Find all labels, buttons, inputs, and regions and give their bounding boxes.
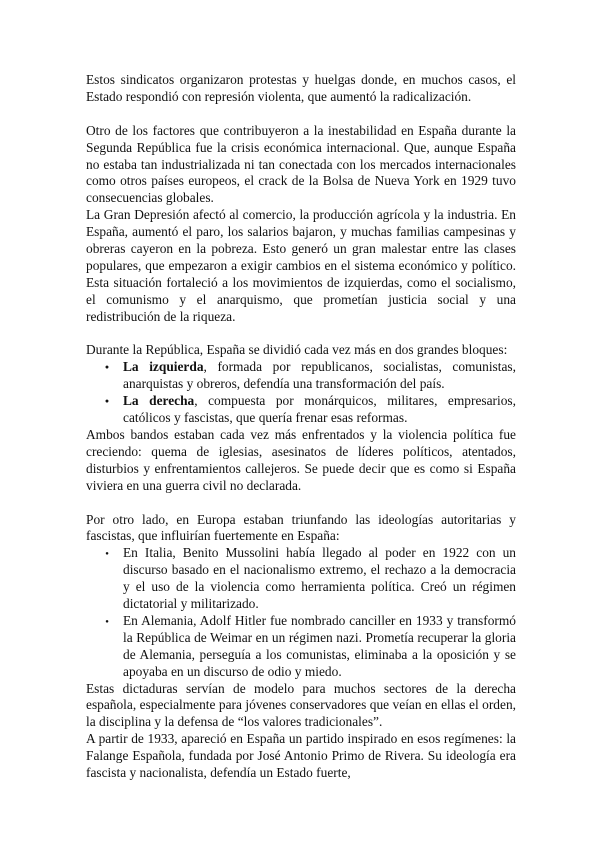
bullet-icon: [102, 359, 112, 377]
list-item-right-bloc: [123, 393, 516, 427]
blocs-list: [86, 359, 516, 427]
paragraph-european-ideologies: Por otro lado, en Europa estaban triunfando las ideologías autoritarias y fascistas, que influirían fuertemente en España:: [86, 511, 516, 544]
right-bloc-text: , compuesta por monárquicos, militares, empresarios, católicos y fascistas, que quería frenar esas reformas.: [123, 393, 516, 426]
bullet-icon: [102, 545, 112, 563]
left-bloc-text: , formada por republicanos, socialistas, comunistas, anarquistas y obreros, defendía una transformación del país.: [123, 359, 516, 392]
paragraph-economic-crisis: Otro de los factores que contribuyeron a la inestabilidad en España durante la Segunda República fue la crisis económica internacional. Que, aunque España no estaba tan industrializada ni tan conectada con los mercados internacionales como otros países europeos, el crack de la Bolsa de Nueva York en 1929 tuvo consecuencias globales.: [86, 122, 516, 206]
paragraph-political-violence: Ambos bandos estaban cada vez más enfrentados y la violencia política fue creciendo: quema de iglesias, asesinatos de líderes políticos, atentados, disturbios y enfrentamientos callejeros. Se puede decir que es como si España viviera en una guerra civil no declarada.: [86, 427, 516, 493]
italy-text: En Italia, Benito Mussolini había llegado al poder en 1922 con un discurso basado en el nacionalismo extremo, el rechazo a la democracia y el uso de la violencia como herramienta política. Creó un régimen dictatorial y militarizado.: [123, 545, 516, 612]
germany-text: En Alemania, Adolf Hitler fue nombrado canciller en 1933 y transformó la República de Weimar en un régimen nazi. Prometía recuperar la gloria de Alemania, perseguía a los comunistas, eliminaba a la oposición y se apoyaba en un discurso de odio y miedo.: [123, 612, 516, 679]
left-bloc-term: La izquierda: [123, 359, 204, 375]
list-item-left-bloc: [123, 359, 516, 393]
bullet-icon: [102, 393, 112, 411]
bullet-icon: [102, 613, 112, 631]
document-body: [86, 72, 516, 782]
paragraph-falange: A partir de 1933, apareció en España un partido inspirado en esos regímenes: la Falange Española, fundada por José Antonio Primo de Rivera. Su ideología era fascista y nacionalista, defendía un Estado fuerte,: [86, 731, 516, 781]
right-bloc-term: La derecha: [123, 393, 195, 409]
regimes-list: [86, 545, 516, 680]
list-item-italy: [123, 545, 516, 613]
paragraph-unions: Estos sindicatos organizaron protestas y huelgas donde, en muchos casos, el Estado respondió con represión violenta, que aumentó la radicalización.: [86, 72, 516, 104]
list-item-germany: [123, 613, 516, 681]
paragraph-great-depression: La Gran Depresión afectó al comercio, la producción agrícola y la industria. En España, aumentó el paro, los salarios bajaron, y muchas familias campesinas y obreras cayeron en la pobreza. Esto generó un gran malestar entre las clases populares, que empezaron a exigir cambios en el sistema económico y político. Esta situación fortaleció a los movimientos de izquierdas, como el socialismo, el comunismo y el anarquismo, que prometían justicia social y una redistribución de la riqueza.: [86, 207, 516, 324]
paragraph-two-blocs: Durante la República, España se dividió cada vez más en dos grandes bloques:: [86, 342, 508, 358]
paragraph-dictatorship-model: Estas dictaduras servían de modelo para muchos sectores de la derecha española, especialmente para jóvenes conservadores que veían en ellas el orden, la disciplina y la defensa de “los valores tradicionales”.: [86, 680, 516, 730]
